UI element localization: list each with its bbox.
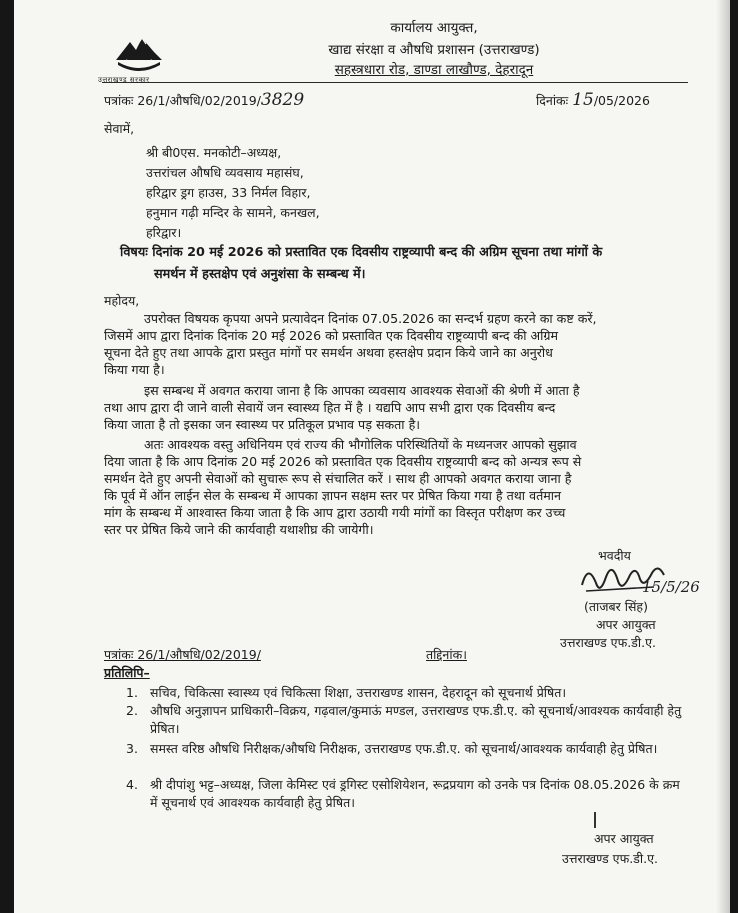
signatory-name: (ताजबर सिंह) (584, 599, 648, 614)
reference-number: पत्रांकः 26/1/औषधि/02/2019/3829 (104, 90, 305, 110)
handwritten-day: 15 (572, 90, 594, 110)
copy-designation: अपर आयुक्त (594, 831, 654, 846)
office-line-3: सहस्त्रधारा रोड, डाण्डा लाखौण्ड, देहरादून (334, 62, 534, 78)
copy-tad-dinank: तद्दिनांक। (426, 647, 467, 662)
subject (120, 242, 686, 286)
paragraph-2: इस सम्बन्ध में अवगत कराया जाना है कि आपका व्यवसाय आवश्यक सेवाओं की श्रेणी में आता है तथा आप द्वारा दी जाने वाली सेवायें जन स्वास्थ्य हित में है । यद्यपि आप सभी द्वारा एक दिवसीय बन्द किया जाता है तो इसका जन स्वास्थ्य पर प्रतिकूल प्रभाव पड़ सकता है। (104, 383, 580, 432)
copy-heading: प्रतिलिपि– (104, 665, 150, 680)
handwritten-ref: 3829 (260, 90, 305, 110)
closing-bhavdiya: भवदीय (598, 548, 631, 563)
signatory-org: उत्तराखण्ड एफ.डी.ए. (560, 635, 656, 650)
addressee-line: हनुमान गढ़ी मन्दिर के सामने, कनखल, (146, 205, 320, 220)
logo-caption: उत्तराखण्ड सरकार (98, 76, 150, 84)
letter-page (14, 0, 730, 913)
uttarakhand-emblem-icon (112, 30, 166, 76)
copy-item: 2. औषधि अनुज्ञापन प्राधिकारी–विक्रय, गढ़वाल/कुमाऊं मण्डल, उत्तराखण्ड एफ.डी.ए. को सूचनार्थ/आवश्यक कार्यवाही हेतु प्रेषित। (126, 703, 682, 736)
addressee-line: श्री बी0एस. मनकोटी–अध्यक्ष, (146, 145, 282, 160)
addressee-to: सेवामें, (104, 121, 135, 136)
addressee-line: उत्तरांचल औषधि व्यवसाय महासंघ, (146, 165, 304, 180)
copy-reference: पत्रांकः 26/1/औषधि/02/2019/ (104, 647, 261, 662)
copy-item: 3. समस्त वरिष्ठ औषधि निरीक्षक/औषधि निरीक्षक, उत्तराखण्ड एफ.डी.ए. को सूचनार्थ/आवश्यक कार्यवाही हेतु प्रेषित। (126, 741, 658, 756)
initial-mark (594, 812, 596, 828)
header-divider (102, 82, 688, 83)
subject-line-2: समर्थन में हस्तक्षेप एवं अनुशंसा के सम्बन्ध में। (154, 267, 366, 282)
signature-date: 15/5/26 (642, 578, 700, 596)
office-line-1: कार्यालय आयुक्त, (390, 20, 478, 36)
signatory-designation: अपर आयुक्त (596, 617, 656, 632)
copy-org: उत्तराखण्ड एफ.डी.ए. (562, 851, 658, 866)
office-line-2: खाद्य संरक्षा व औषधि प्रशासन (उत्तराखण्ड) (328, 42, 540, 58)
copy-item: 1. सचिव, चिकित्सा स्वास्थ्य एवं चिकित्सा शिक्षा, उत्तराखण्ड शासन, देहरादून को सूचनार्थ प्रेषित। (126, 685, 567, 700)
greeting: महोदय, (104, 293, 140, 308)
paragraph-3: अतः आवश्यक वस्तु अधिनियम एवं राज्य की भौगोलिक परिस्थितियों के मध्यनजर आपको सुझाव दिया जाता है कि आप दिनांक 20 मई 2026 को प्रस्तावित एक दिवसीय राष्ट्रव्यापी बन्द को अन्यत्र रूप से समर्थन देते हुए अपनी सेवाओं को सुचारू रूप से संचालित करें । साथ ही आपको अवगत कराया जाना है कि पूर्व में ऑन लाईन सेल के सम्बन्ध में आपका ज्ञापन सक्षम स्तर पर प्रेषित किया गया है तथा वर्तमान मांग के सम्बन्ध में आश्वास्त किया जाता है कि आप द्वारा उठायी गयी मांगों का विस्तृत परीक्षण कर उच्च स्तर पर प्रेषित किये जाने की कार्यवाही यथाशीघ्र की जायेगी। (104, 437, 582, 537)
letter-date: दिनांकः 15/05/2026 (536, 90, 650, 110)
subject-line-1: विषयः दिनांक 20 मई 2026 को प्रस्तावित एक दिवसीय राष्ट्रव्यापी बन्द की अग्रिम सूचना तथा मांगों के (120, 245, 603, 260)
paragraph-1: उपरोक्त विषयक कृपया अपने प्रत्यावेदन दिनांक 07.05.2026 का सन्दर्भ ग्रहण करने का कष्ट करें, जिसमें आप द्वारा दिनांक दिनांक 20 मई 2026 को प्रस्तावित एक दिवसीय राष्ट्रव्यापी बन्द की अग्रिम सूचना देते हुए तथा आपके द्वारा प्रस्तुत मांगों पर समर्थन अथवा हस्तक्षेप प्रदान किये जाने का अनुरोध किया गया है। (104, 311, 597, 377)
addressee-line: हरिद्वार ड्रग हाउस, 33 निर्मल विहार, (146, 185, 311, 200)
copy-item: 4. श्री दीपांशु भट्ट–अध्यक्ष, जिला केमिस्ट एवं ड्रगिस्ट एसोशियेशन, रूद्रप्रयाग को उनके पत्र दिनांक 08.05.2026 के क्रम में सूचनार्थ एवं आवश्यक कार्यवाही हेतु प्रेषित। (126, 777, 680, 810)
addressee-line: हरिद्वार। (146, 225, 182, 240)
